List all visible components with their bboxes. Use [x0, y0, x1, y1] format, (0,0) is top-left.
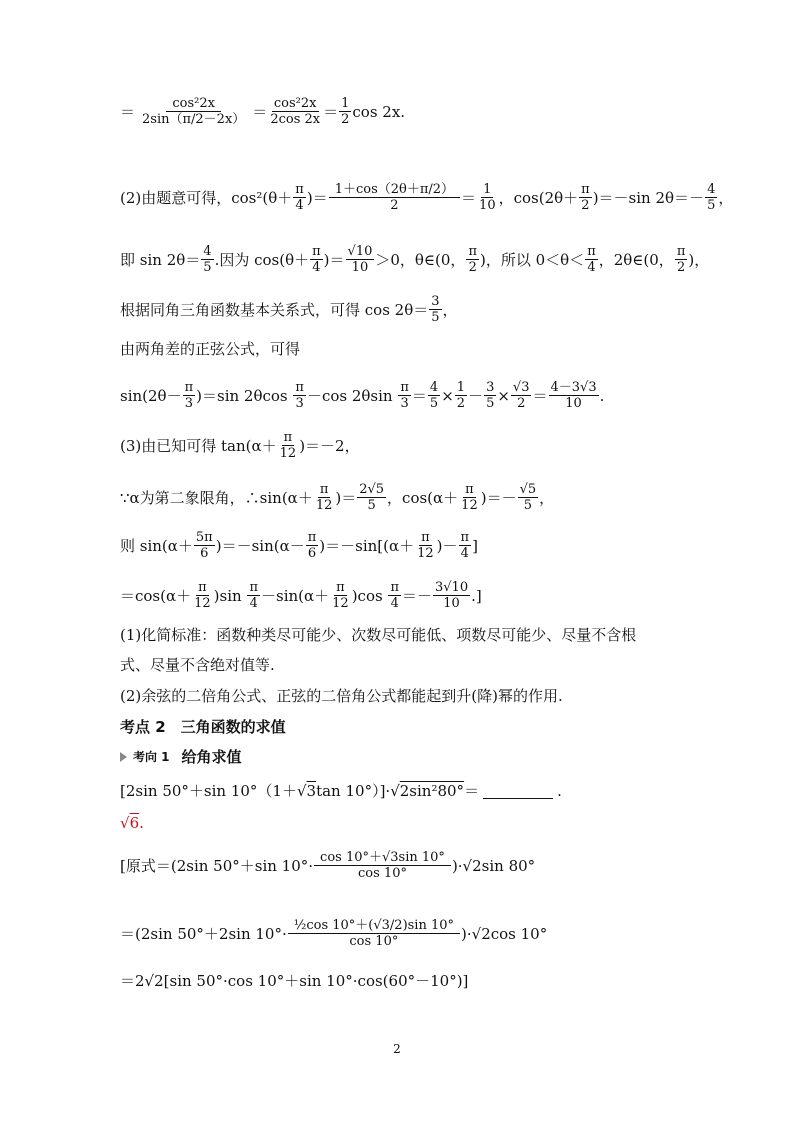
- fraction: $\frac{1}{10}$: [479, 182, 496, 213]
- solution-line-3: ＝2√2[sin 50°·cos 10°＋sin 10°·cos(60°－10°)]: [120, 972, 469, 990]
- fraction: $\frac{4-3√3}{10}$: [550, 380, 597, 411]
- equation-line-8: 则 sin(α＋ $\frac{5\pi}{6}$ )＝－sin(α－ $\frac{\pi}{6}$ )＝－sin[(α＋ $\frac{\pi}{12}$ )－ $\frac{\pi}{4}$ ]: [120, 530, 478, 561]
- solution-line-1: [原式＝(2sin 50°＋sin 10°· $\frac{\cos 10^\circ+√3\sin 10^\circ}{\cos 10^\circ}$ )·√2sin 80°: [120, 850, 536, 881]
- equation-line-2: (2)由题意可得，cos²(θ＋ $\frac{\pi}{4}$ )＝ $\frac{1+\cos(2\theta+\pi/2)}{2}$ ＝ $\frac{1}{10}$ ，cos(2θ＋ $\frac{\pi}{2}$ )＝－sin 2θ＝－ $\frac{4}{5}$ ，: [120, 182, 734, 213]
- equation-line-4: 根据同角三角函数基本关系式，可得 cos 2θ＝ $\frac{3}{5}$ ，: [120, 294, 458, 325]
- equation-line-1: ＝ $\frac{\text{cos²2x}}{2\sin(\pi/2-2x)}$ ＝ $\frac{\text{cos²2x}}{2\cos 2x}$ ＝ $\frac{1}{2}$ cos 2x.: [120, 96, 406, 127]
- fraction: $\frac{\pi}{12}$: [461, 482, 478, 513]
- fraction: $\frac{3}{5}$: [486, 380, 495, 411]
- fraction: $\frac{\cos 10^\circ+√3\sin 10^\circ}{\cos 10^\circ}$: [314, 850, 451, 881]
- fraction: $\frac{\pi}{4}$: [460, 530, 470, 561]
- fraction: $\frac{4}{5}$: [707, 182, 716, 213]
- solution-line-2: ＝(2sin 50°＋2sin 10°· $\frac{\text{½cos 10°＋(√3/2)sin 10°}}{\cos 10^\circ}$ )·√2cos 10°: [120, 918, 548, 949]
- fraction: $\frac{\pi}{3}$: [400, 380, 409, 411]
- fraction: $\frac{√3}{2}$: [512, 380, 530, 411]
- fraction: $\frac{\pi}{4}$: [249, 580, 258, 611]
- equation-line-5: sin(2θ－ $\frac{\pi}{3}$ )＝sin 2θcos $\frac{\pi}{3}$ －cos 2θsin $\frac{\pi}{3}$ ＝ $\frac{4}{5}$ × $\frac{1}{2}$ － $\frac{3}{5}$ × $\frac{√3}{2}$ ＝ $\frac{4-3√3}{10}$ .: [120, 380, 605, 411]
- fraction: $\frac{√10}{10}$: [347, 244, 373, 275]
- fraction: $\frac{3}{5}$: [431, 294, 440, 325]
- equation-line-7: ∵α为第二象限角，∴sin(α＋ $\frac{\pi}{12}$ )＝ $\frac{2√5}{5}$ ，cos(α＋ $\frac{\pi}{12}$ )＝－ $\frac{√5}{5}$ ，: [120, 482, 555, 513]
- fraction: $\frac{4}{5}$: [429, 380, 439, 411]
- equation-line-3: 即 sin 2θ＝ $\frac{4}{5}$ .因为 cos(θ＋ $\frac{\pi}{4}$ )＝ $\frac{√10}{10}$ ＞0，θ∈(0， $\frac{\pi}{2}$ )，所以 0＜θ＜ $\frac{\pi}{4}$ ，2θ∈(0， $\frac{\pi}{2}$ )，: [120, 244, 710, 275]
- fraction: $\frac{\pi}{4}$: [587, 244, 596, 275]
- fraction: $\frac{\pi}{12}$: [315, 482, 333, 513]
- answer-line: √ 6 .: [120, 814, 144, 832]
- fraction: $\frac{\pi}{3}$: [295, 380, 304, 411]
- note-line: (2)余弦的二倍角公式、正弦的二倍角公式都能起到升(降)幂的作用.: [120, 687, 563, 705]
- fraction: $\frac{\text{½cos 10°＋(√3/2)sin 10°}}{\cos 10^\circ}$: [288, 918, 460, 949]
- fraction: $\frac{\pi}{6}$: [307, 530, 317, 561]
- fraction: $\frac{√5}{5}$: [519, 482, 537, 513]
- triangle-marker-icon: [120, 752, 127, 762]
- fraction: $\frac{5\pi}{6}$: [195, 530, 213, 561]
- fraction: $\frac{1}{2}$: [456, 380, 466, 411]
- fraction: $\frac{\pi}{12}$: [332, 580, 349, 611]
- fraction: $\frac{\pi}{4}$: [390, 580, 399, 611]
- answer-blank: [483, 784, 553, 799]
- fraction: $\frac{\pi}{12}$: [194, 580, 211, 611]
- equation-line-6: (3)由已知可得 tan(α＋ $\frac{\pi}{12}$ )＝－2，: [120, 430, 360, 461]
- subsection-heading: 考向 1 给角求值: [120, 746, 694, 768]
- fraction: $\frac{\pi}{4}$: [295, 182, 304, 213]
- problem-line: [2sin 50°＋sin 10°（1＋ √ 3 tan 10°）]· √ 2sin²80° ＝ .: [120, 782, 562, 800]
- sqrt-symbol: √: [296, 782, 307, 800]
- section-heading: 考点 2 三角函数的求值: [120, 718, 286, 736]
- fraction: $\frac{1}{2}$: [341, 96, 350, 127]
- fraction: $\frac{\pi}{2}$: [676, 244, 686, 275]
- fraction: $\frac{\pi}{4}$: [312, 244, 321, 275]
- fraction: $\frac{4}{5}$: [203, 244, 212, 275]
- fraction: $\frac{3√10}{10}$: [435, 580, 469, 611]
- fraction: $\frac{1+\cos(2\theta+\pi/2)}{2}$: [329, 182, 460, 213]
- note-line: 式、尽量不含绝对值等.: [120, 656, 275, 674]
- fraction: $\frac{2√5}{5}$: [359, 482, 385, 513]
- sqrt-symbol: √: [390, 782, 400, 800]
- sqrt-symbol: √: [120, 814, 130, 832]
- fraction: $\frac{\pi}{2}$: [581, 182, 590, 213]
- fraction: $\frac{\pi}{12}$: [279, 430, 297, 461]
- fraction: $\frac{\pi}{2}$: [468, 244, 477, 275]
- note-line: (1)化简标准：函数种类尽可能少、次数尽可能低、项数尽可能少、尽量不含根: [120, 626, 637, 644]
- text-line: 由两角差的正弦公式，可得: [120, 340, 301, 358]
- fraction: $\frac{\pi}{3}$: [184, 380, 194, 411]
- fraction: $\frac{\pi}{12}$: [417, 530, 434, 561]
- equation-line-9: ＝cos(α＋ $\frac{\pi}{12}$ )sin $\frac{\pi}{4}$ －sin(α＋ $\frac{\pi}{12}$ )cos $\frac{\pi}{4}$ ＝－ $\frac{3√10}{10}$ .]: [120, 580, 482, 611]
- page-number: 2: [393, 1042, 401, 1056]
- fraction: $\frac{\text{cos²2x}}{2\cos 2x}$: [270, 96, 321, 127]
- fraction: $\frac{\text{cos²2x}}{2\sin(\pi/2-2x)}$: [142, 96, 246, 127]
